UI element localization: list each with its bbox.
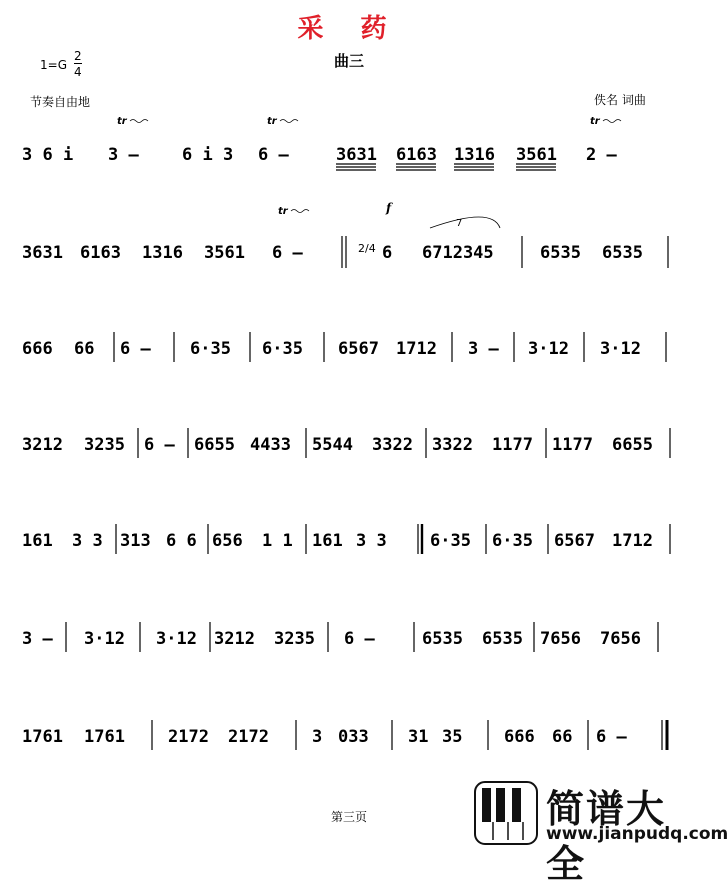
note-group: 313	[120, 531, 151, 551]
note-group: 3 3	[72, 531, 103, 551]
note-group: 3322	[372, 435, 413, 455]
note-group: 3212	[214, 629, 255, 649]
dynamic-forte: f	[386, 201, 392, 215]
score-title: 采 药	[297, 14, 401, 44]
trill-wave	[130, 120, 148, 123]
trill-mark: tr	[267, 116, 277, 127]
meter-top: 2	[74, 49, 82, 63]
score-subtitle: 曲三	[333, 52, 364, 70]
note-group: 6163	[396, 145, 437, 165]
note-group: 6·35	[262, 339, 303, 359]
note-group: 1177	[552, 435, 593, 455]
music-row-6	[22, 608, 682, 658]
trill-mark: tr	[117, 116, 127, 127]
trill-wave	[291, 210, 309, 213]
note-group: 6567	[338, 339, 379, 359]
composer-credit: 佚名 词曲	[594, 93, 646, 107]
note-group: 6·35	[492, 531, 533, 551]
note-group: 6712345	[422, 243, 494, 263]
music-row-4	[22, 414, 682, 464]
meter-bottom: 4	[74, 65, 82, 79]
note-group: 3·12	[84, 629, 125, 649]
note-group: 666	[504, 727, 535, 747]
trill-mark: tr	[278, 206, 288, 217]
tuplet-number: 7	[456, 218, 463, 229]
note-group: 6535	[602, 243, 643, 263]
note-group: 6 –	[596, 727, 627, 747]
note-group: 3212	[22, 435, 63, 455]
note-group: 2 –	[586, 145, 617, 165]
note-group: 6 i 3	[182, 145, 234, 165]
note-group: 1712	[612, 531, 653, 551]
note-group: 3235	[84, 435, 125, 455]
note-group: 2172	[228, 727, 269, 747]
note-group: 6 –	[144, 435, 175, 455]
note-group: 6 –	[272, 243, 303, 263]
note-group: 3561	[516, 145, 557, 165]
meter-change: 2/4	[358, 242, 376, 255]
note-group: 35	[442, 727, 463, 747]
note-group: 3631	[22, 243, 63, 263]
note-group: 7656	[600, 629, 641, 649]
note-group: 2172	[168, 727, 209, 747]
note-group: 6	[382, 243, 393, 263]
note-group: 161	[312, 531, 343, 551]
note-group: 6 –	[120, 339, 151, 359]
note-group: 5544	[312, 435, 353, 455]
tempo-marking: 节奏自由地	[30, 95, 91, 109]
note-group: 656	[212, 531, 243, 551]
page-number: 第三页	[330, 810, 367, 824]
note-group: 666	[22, 339, 53, 359]
note-group: 6·35	[190, 339, 231, 359]
note-group: 6655	[194, 435, 235, 455]
note-group: 3 6 i	[22, 145, 74, 165]
note-group: 1712	[396, 339, 437, 359]
music-row-2	[22, 200, 682, 272]
piano-keys-icon	[474, 780, 540, 846]
key-signature: 1=G	[40, 58, 67, 72]
note-group: 66	[74, 339, 95, 359]
note-group: 1761	[84, 727, 125, 747]
note-group: 3·12	[156, 629, 197, 649]
note-group: 033	[338, 727, 369, 747]
note-group: 3 –	[22, 629, 53, 649]
note-group: 1316	[142, 243, 183, 263]
note-group: 3·12	[600, 339, 641, 359]
note-group: 1316	[454, 145, 495, 165]
note-group: 1 1	[262, 531, 293, 551]
note-group: 3235	[274, 629, 315, 649]
note-group: 6·35	[430, 531, 471, 551]
note-group: 6 –	[258, 145, 289, 165]
note-group: 6535	[422, 629, 463, 649]
note-group: 3 –	[108, 145, 139, 165]
note-group: 161	[22, 531, 53, 551]
trill-wave	[603, 120, 621, 123]
note-group: 3·12	[528, 339, 569, 359]
note-group: 4433	[250, 435, 291, 455]
note-group: 6 –	[344, 629, 375, 649]
note-group: 7656	[540, 629, 581, 649]
note-group: 66	[552, 727, 573, 747]
note-group: 6535	[482, 629, 523, 649]
note-group: 31	[408, 727, 429, 747]
watermark-brand: 简谱大全	[546, 787, 667, 886]
note-group: 6655	[612, 435, 653, 455]
note-group: 6535	[540, 243, 581, 263]
time-signature	[74, 50, 82, 79]
note-group: 3631	[336, 145, 377, 165]
note-group: 6 6	[166, 531, 197, 551]
note-group: 3561	[204, 243, 245, 263]
music-row-5	[22, 510, 682, 560]
note-group: 6567	[554, 531, 595, 551]
trill-wave	[280, 120, 298, 123]
note-group: 3 3	[356, 531, 387, 551]
note-group: 3 –	[468, 339, 499, 359]
music-row-3	[22, 318, 682, 368]
music-row-7	[22, 706, 682, 756]
note-group: 1177	[492, 435, 533, 455]
note-group: 6163	[80, 243, 121, 263]
music-row-1	[22, 110, 682, 170]
watermark-logo	[474, 780, 728, 886]
tuplet-slur	[430, 217, 500, 228]
trill-mark: tr	[590, 116, 600, 127]
note-group: 1761	[22, 727, 63, 747]
note-group: 3	[312, 727, 323, 747]
watermark-url: www.jianpudq.com	[546, 824, 728, 844]
note-group: 3322	[432, 435, 473, 455]
